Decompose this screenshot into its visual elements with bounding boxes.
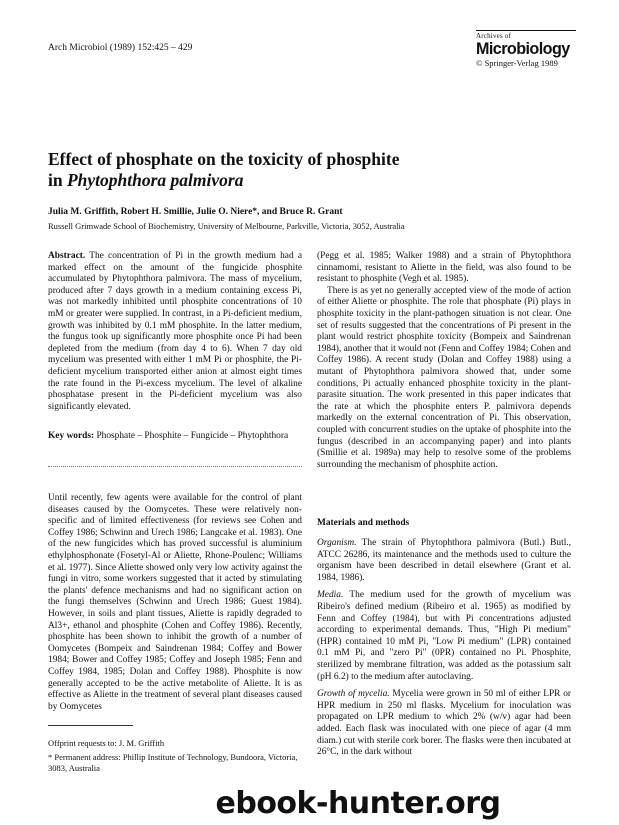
copyright-notice: © Springer-Verlag 1989 [476,58,558,68]
abstract [48,251,302,413]
title-line-1: Effect of phosphate on the toxicity of phosphite [48,149,400,169]
introduction-text: Until recently, few agents were available for the control of plant diseases caused by the Oomycetes. These were relatively non-specific and of limited effectiveness (for reviews see Cohen and Coffey 1986; Schwinn and Urech 1986; Langcake et al. 1983). One of the new fungicides which has proved successful is aluminium ethylphosphonate (Fosetyl-Al or Aliette, Rhone-Poulenc; Williams et al. 1977). Since Aliette showed only very low activity against the fungi in vitro, some workers suggested that it acted by stimulating the plants' defence mechanisms and had no significant action on the fungi themselves (Schwinn and Urech 1986; Guest 1984). However, in soils and plant tissues, Aliette is rapidly degraded to Al3+, ethanol and phosphite (Cohen and Coffey 1986). Recently, phosphite has been shown to inhibit the growth of a number of Oomycetes (Bompeix and Saindrenan 1984; Coffey and Bower 1984; Bower and Coffey 1985; Coffey and Joseph 1985; Fenn and Coffey 1984, 1985; Dolan and Coffey 1988). Phosphite is now generally accepted to be the active metabolite of Aliette. It is as effective as Aliette in the treatment of several plant diseases caused by Oomycetes [48,493,302,712]
right-para-1: (Pegg et al. 1985; Walker 1988) and a strain of Phytophthora cinnamomi, resistant to Aliette in the field, was also found to be resistant to phosphite (Vegh et al. 1985). [317,251,571,285]
abstract-label: Abstract. [48,251,86,261]
right-para-2: There is as yet no generally accepted view of the mode of action of either Aliette or phosphite. The role that phosphate (Pi) plays in phosphite toxicity in the plant-pathogen situation is not clear. One set of results suggested that the concentrations of Pi present in the plant would restrict phosphite toxicity (Bompeix and Saindrenan 1984), another that it would not (Fenn and Coffey 1984; Cohen and Coffey 1986). A recent study (Dolan and Coffey 1988) using a mutant of Phytophthora palmivora showed that, under some conditions, Pi actually enhanced phosphite toxicity in the plant-parasite situation. The work presented in this paper indicates that the rate at which the phosphite enters P. palmivora depends markedly on the external concentration of Pi. This observation, coupled with concurrent studies on the uptake of phosphite into the fungus (described in an accompanying paper) and into plants (Smillie et al. 1989a) may help to resolve some of the problems surrounding the mechanism of phosphite action. [317,285,571,470]
media-label: Media. [317,590,344,601]
section-heading: Materials and methods [317,518,410,528]
right-column-intro [317,251,571,471]
publisher-logo: Microbiology [476,39,570,58]
author-list: Julia M. Griffith, Robert H. Smillie, Julie O. Niere*, and Bruce R. Grant [48,207,343,217]
growth-text: Mycelia were grown in 50 ml of either LPR or HPR medium in 250 ml flasks. Mycelium for inoculation was propagated on LPR medium to which 2% (w/v) agar had been added. Each flask was inoculated with one piece of agar (4 mm diam.) cut with sterile cork borer. The flasks were then incubated at 26°C, in the dark without [317,689,571,758]
keywords-text: Phosphate – Phosphite – Fungicide – Phytophthora [96,431,289,441]
article-title [48,149,568,191]
organism-text: The strain of Phytophthora palmivora (Butl.) Butl., ATCC 26286, its maintenance and the methods used to culture the organism have been described in detail elsewhere (Grant et al. 1984, 1986). [317,538,571,583]
keywords [48,431,302,443]
methods-section [317,538,571,765]
publisher-box [476,30,576,68]
title-line-2-prefix: in [48,170,67,190]
watermark-logo: ebook-hunter.org [148,786,568,821]
footnote-rule [48,725,133,726]
affiliation: Russell Grimwade School of Biochemistry, University of Melbourne, Parkville, Victoria, 3052, Australia [48,221,405,231]
media-text: The medium used for the growth of mycelium was Ribeiro's defined medium (Ribeiro et al. 1965) as modified by Fenn and Coffey (1984), but with Pi concentrations adjusted according to experimental demands. Thus, "High Pi medium" (HPR) contained 10 mM Pi, "Low Pi medium" (LPR) contained 0.1 mM Pi, and "zero Pi" (0PR) contained no Pi. Phosphite, sterilized by membrane filtration, was added as the potassium salt (pH 6.2) to the medium after autoclaving. [317,590,571,682]
organism-label: Organism. [317,538,357,548]
address-note: * Permanent address: Phillip Institute of Technology, Bundoora, Victoria, 3083, Australia [48,752,298,773]
journal-reference: Arch Microbiol (1989) 152:425 – 429 [48,43,193,53]
publisher-prefix: Archives of [476,30,576,40]
offprint-note: Offprint requests to: J. M. Griffith [48,738,165,748]
section-divider [48,466,302,467]
title-line-2 [48,170,568,191]
growth-label: Growth of mycelia. [317,689,390,700]
introduction [48,493,302,713]
keywords-label: Key words: [48,431,95,441]
abstract-text: The concentration of Pi in the growth medium had a marked effect on the amount of the fungicide phosphite accumulated by Phytophthora palmivora. The mass of mycelium, produced after 7 days growth in a medium containing excess Pi, was not markedly inhibited until phosphite concentrations of 10 mM or greater were supplied. In contrast, in a Pi-deficient medium, growth was inhibited by 0.1 mM phosphite. In the latter medium, the fungus took up significantly more phosphite once Pi had been depleted from the medium (from day 4 to 6). When 7 day old mycelium was presented with either 1 mM Pi or phosphite, the Pi-deficient mycelium transported either anion at almost eight times the rate found in the Pi-excess mycelium. The level of alkaline phosphatase present in the Pi-deficient mycelium was also significantly elevated. [48,251,302,412]
footnotes [48,738,302,777]
title-line-2-organism: Phytophthora palmivora [66,170,244,190]
